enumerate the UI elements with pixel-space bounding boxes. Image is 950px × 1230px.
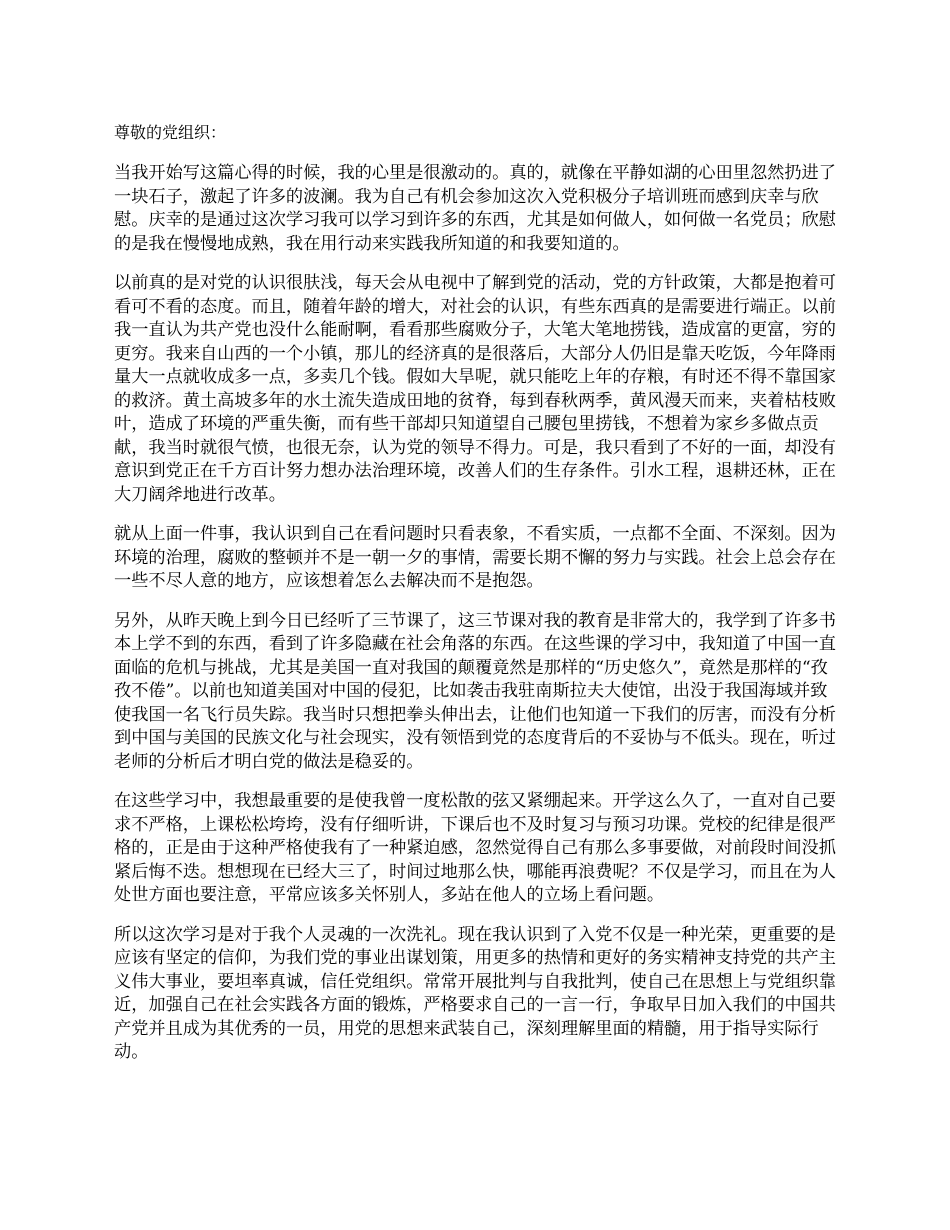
document-page: [114, 122, 840, 1081]
paragraph-6: 所以这次学习是对于我个人灵魂的一次洗礼。现在我认识到了入党不仅是一种光荣，更重要的是应该有坚定的信仰，为我们党的事业出谋划策，用更多的热情和更好的务实精神支持党的共产主义伟大事业，要坦率真诚，信任党组织。常常开展批判与自我批判，使自己在思想上与党组织靠近，加强自己在社会实践各方面的锻炼，严格要求自己的一言一行，争取早日加入我们的中国共产党并且成为其优秀的一员，用党的思想来武装自己，深刻理解里面的精髓，用于指导实际行动。: [114, 924, 836, 1062]
paragraph-3: 就从上面一件事，我认识到自己在看问题时只看表象，不看实质，一点都不全面、不深刻。因为环境的治理，腐败的整顿并不是一朝一夕的事情，需要长期不懈的努力与实践。社会上总会存在一些不尽人意的地方，应该想着怎么去解决而不是抱怨。: [114, 524, 836, 591]
salutation: 尊敬的党组织：: [114, 123, 227, 142]
paragraph-4: 另外，从昨天晚上到今日已经听了三节课了，这三节课对我的教育是非常大的，我学到了许多书本上学不到的东西，看到了许多隐藏在社会角落的东西。在这些课的学习中，我知道了中国一直面临的危机与挑战，尤其是美国一直对我国的颠覆竟然是那样的“历史悠久”，竟然是那样的“孜孜不倦”。以前也知道美国对中国的侵犯，比如袭击我驻南斯拉夫大使馆，出没于我国海域并致使我国一名飞行员失踪。我当时只想把拳头伸出去，让他们也知道一下我们的厉害，而没有分析到中国与美国的民族文化与社会现实，没有领悟到党的态度背后的不妥协与不低头。现在，听过老师的分析后才明白党的做法是稳妥的。: [114, 610, 836, 772]
paragraph-2: 以前真的是对党的认识很肤浅，每天会从电视中了解到党的活动，党的方针政策，大都是抱着可看可不看的态度。而且，随着年龄的增大，对社会的认识，有些东西真的是需要进行端正。以前我一直认为共产党也没什么能耐啊，看看那些腐败分子，大笔大笔地捞钱，造成富的更富，穷的更穷。我来自山西的一个小镇，那儿的经济真的是很落后，大部分人仍旧是靠天吃饭，今年降雨量大一点就收成多一点，多卖几个钱。假如大旱呢，就只能吃上年的存粮，有时还不得不靠国家的救济。黄土高坡多年的水土流失造成田地的贫脊，每到春秋两季，黄风漫天而来，夹着枯枝败叶，造成了环境的严重失衡，而有些干部却只知道望自己腰包里捞钱，不想着为家乡多做点贡献，我当时就很气愤，也很无奈，认为党的领导不得力。可是，我只看到了不好的一面，却没有意识到党正在千方百计努力想办法治理环境，改善人们的生存条件。引水工程，退耕还林，正在大刀阔斧地进行改革。: [114, 273, 836, 505]
paragraph-5: 在这些学习中，我想最重要的是使我曾一度松散的弦又紧绷起来。开学这么久了，一直对自己要求不严格，上课松松垮垮，没有仔细听讲，下课后也不及时复习与预习功课。党校的纪律是很严格的，正是由于这种严格使我有了一种紧迫感，忽然觉得自己有那么多事要做，对前段时间没抓紧后悔不迭。想想现在已经大三了，时间过地那么快，哪能再浪费呢？不仅是学习，而且在为人处世方面也要注意，平常应该多关怀别人，多站在他人的立场上看问题。: [114, 791, 836, 905]
paragraph-1: 当我开始写这篇心得的时候，我的心里是很激动的。真的，就像在平静如湖的心田里忽然扔进了一块石子，激起了许多的波澜。我为自己有机会参加这次入党积极分子培训班而感到庆幸与欣慰。庆幸的是通过这次学习我可以学习到许多的东西，尤其是如何做人，如何做一名党员；欣慰的是我在慢慢地成熟，我在用行动来实践我所知道的和我要知道的。: [114, 163, 836, 254]
